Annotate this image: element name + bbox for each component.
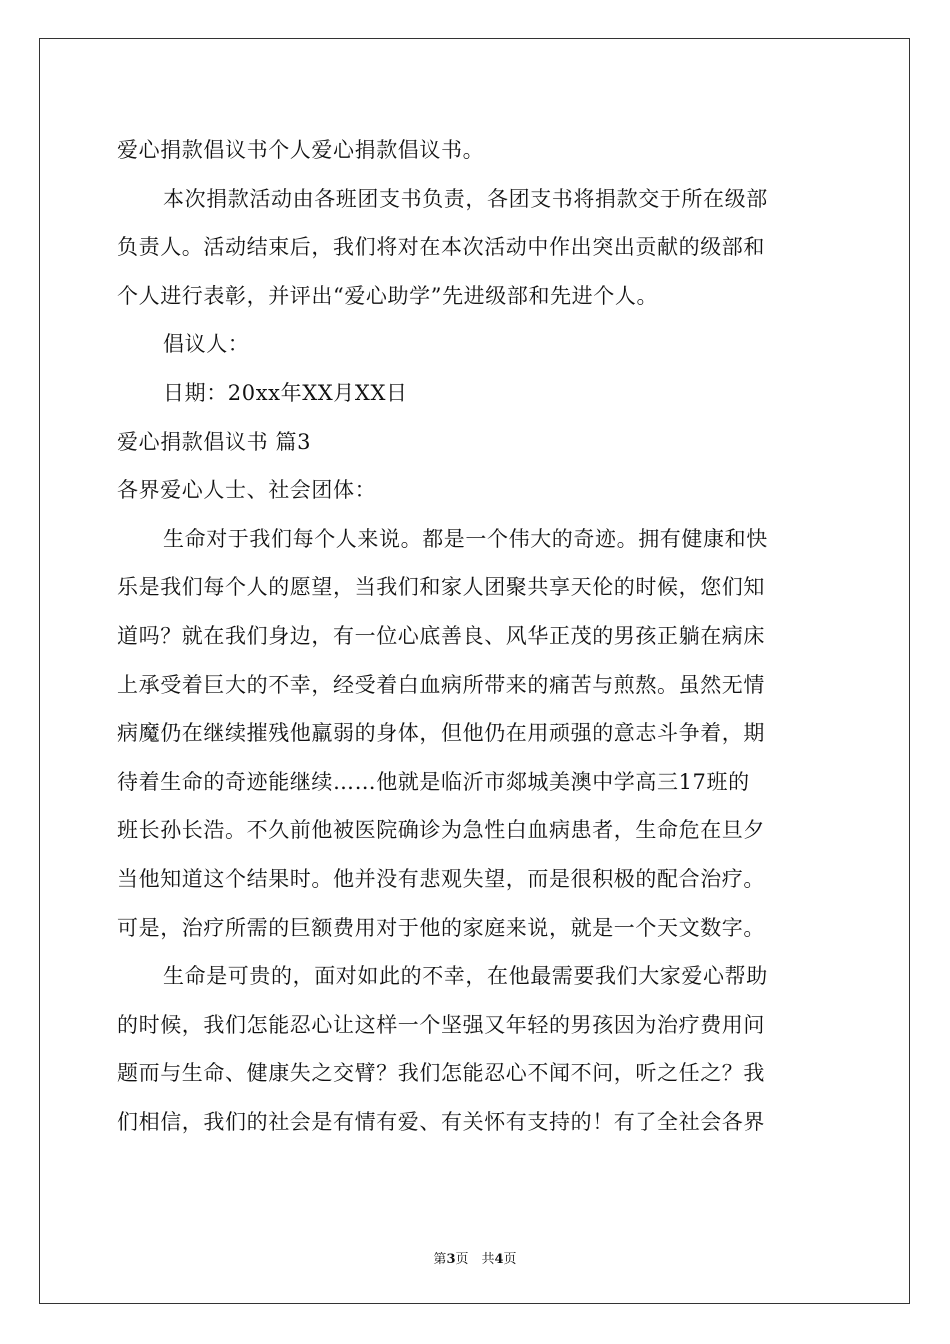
section-heading: 爱心捐款倡议书 篇3 — [117, 429, 312, 454]
text-line: 乐是我们每个人的愿望，当我们和家人团聚共享天伦的时候，您们知 — [117, 575, 765, 600]
footer-mid: 页 共 — [455, 1252, 495, 1267]
text-line: 负责人。活动结束后，我们将对在本次活动中作出突出贡献的级部和 — [117, 235, 765, 260]
text-line: 生命对于我们每个人来说。都是一个伟大的奇迹。拥有健康和快 — [163, 526, 768, 551]
text-line: 题而与生命、健康失之交臂？我们怎能忍心不闻不问，听之任之？我 — [117, 1061, 765, 1086]
page-footer — [0, 1248, 950, 1267]
text-line: 待着生命的奇迹能继续……他就是临沂市郯城美澳中学高三17班的 — [117, 769, 750, 794]
text-line: 本次捐款活动由各班团支书负责，各团支书将捐款交于所在级部 — [163, 186, 768, 211]
text-line: 生命是可贵的，面对如此的不幸，在他最需要我们大家爱心帮助 — [163, 964, 768, 989]
salutation: 各界爱心人士、社会团体： — [117, 478, 377, 503]
text-line: 病魔仍在继续摧残他羸弱的身体，但他仍在用顽强的意志斗争着，期 — [117, 721, 765, 746]
text-line: 个人进行表彰，并评出“爱心助学”先进级部和先进个人。 — [117, 283, 659, 308]
date-line: 日期：20xx年XX月XX日 — [163, 380, 408, 405]
text-line: 道吗？就在我们身边，有一位心底善良、风华正茂的男孩正躺在病床 — [117, 623, 765, 648]
document-body — [117, 126, 837, 1146]
text-line: 可是，治疗所需的巨额费用对于他的家庭来说，就是一个天文数字。 — [117, 915, 765, 940]
text-line: 们相信，我们的社会是有情有爱、有关怀有支持的！有了全社会各界 — [117, 1109, 765, 1134]
text-line: 的时候，我们怎能忍心让这样一个坚强又年轻的男孩因为治疗费用问 — [117, 1012, 765, 1037]
text-line: 爱心捐款倡议书个人爱心捐款倡议书。 — [117, 138, 485, 162]
text-line: 上承受着巨大的不幸，经受着白血病所带来的痛苦与煎熬。虽然无情 — [117, 672, 765, 697]
text-line: 班长孙长浩。不久前他被医院确诊为急性白血病患者，生命危在旦夕 — [117, 818, 765, 843]
text-line: 当他知道这个结果时。他并没有悲观失望，而是很积极的配合治疗。 — [117, 866, 765, 891]
signatory-line: 倡议人： — [163, 332, 250, 357]
total-pages-number: 4 — [494, 1252, 504, 1267]
footer-prefix: 第 — [433, 1252, 447, 1267]
footer-suffix: 页 — [503, 1252, 517, 1267]
current-page-number: 3 — [446, 1252, 456, 1267]
